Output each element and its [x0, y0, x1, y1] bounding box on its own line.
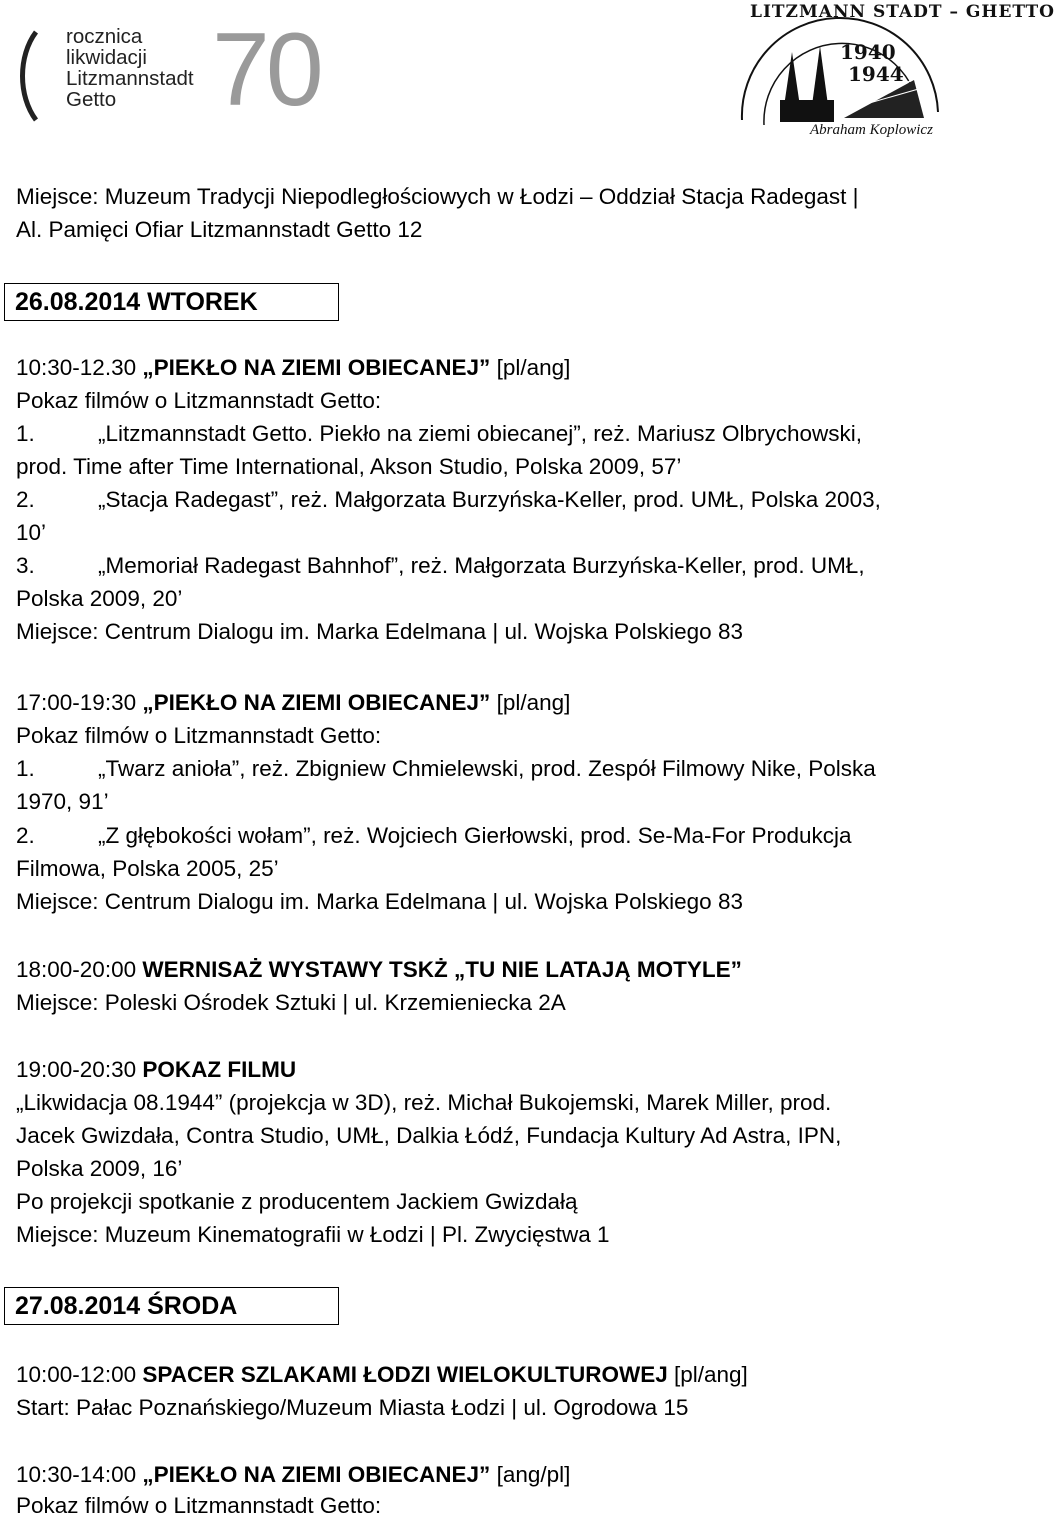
event-title: POKAZ FILMU [142, 1057, 297, 1082]
logo-line-4: Getto [66, 88, 117, 111]
film-line-continued: 10’ [16, 520, 47, 545]
event-subtitle: Pokaz filmów o Litzmannstadt Getto: [16, 723, 382, 748]
logo-year-end: 1944 [848, 62, 904, 86]
film-number: 1. [16, 756, 35, 781]
event-language: [pl/ang] [490, 690, 571, 715]
event-venue: Miejsce: Muzeum Kinematografii w Łodzi | Pl. Zwycięstwa 1 [16, 1222, 610, 1247]
event-heading [16, 1361, 748, 1389]
film-number: 3. [16, 553, 35, 578]
event-time: 18:00-20:00 [16, 957, 143, 982]
film-line-continued: 1970, 91’ [16, 789, 109, 814]
intro-venue-line-1: Miejsce: Muzeum Tradycji Niepodległościowych w Łodzi – Oddział Stacja Radegast | [16, 184, 859, 209]
event-title: „PIEKŁO NA ZIEMI OBIECANEJ” [142, 690, 491, 715]
event-title: WERNISAŻ WYSTAWY TSKŻ „TU NIE LATAJĄ MOTYLE” [142, 957, 742, 982]
event-venue: Miejsce: Poleski Ośrodek Sztuki | ul. Krzemieniecka 2A [16, 990, 566, 1015]
film-number: 2. [16, 487, 35, 512]
logo-line-3: Litzmannstadt [66, 67, 194, 90]
date-box-day2 [4, 1287, 339, 1325]
logo-author: Abraham Koplowicz [810, 122, 933, 138]
event-description: Jacek Gwizdała, Contra Studio, UMŁ, Dalkia Łódź, Fundacja Kultury Ad Astra, IPN, [16, 1123, 842, 1148]
event-heading [16, 956, 742, 984]
event-subtitle: Pokaz filmów o Litzmannstadt Getto: [16, 1493, 382, 1518]
ghetto-logo [724, 0, 1055, 145]
event-note: Po projekcji spotkanie z producentem Jackiem Gwizdałą [16, 1189, 578, 1214]
film-line: „Z głębokości wołam”, reż. Wojciech Gierłowski, prod. Se-Ma-For Produkcja [98, 823, 852, 848]
film-item [16, 822, 852, 850]
event-heading [16, 1461, 570, 1489]
event-time: 17:00-19:30 [16, 690, 143, 715]
film-line: „Memoriał Radegast Bahnhof”, reż. Małgorzata Burzyńska-Keller, prod. UMŁ, [98, 553, 865, 578]
date-box-day1 [4, 283, 339, 321]
event-title: „PIEKŁO NA ZIEMI OBIECANEJ” [142, 1462, 491, 1487]
film-item [16, 420, 862, 448]
event-heading [16, 354, 570, 382]
event-time: 19:00-20:30 [16, 1057, 143, 1082]
film-line: „Litzmannstadt Getto. Piekło na ziemi obiecanej”, reż. Mariusz Olbrychowski, [98, 421, 863, 446]
event-time: 10:30-12.30 [16, 355, 143, 380]
event-language: [pl/ang] [490, 355, 571, 380]
film-line-continued: Filmowa, Polska 2005, 25’ [16, 856, 279, 881]
event-heading [16, 1056, 296, 1084]
film-item [16, 552, 865, 580]
logo-arc-text: LITZMANN STADT – GHETTO [750, 2, 1055, 22]
anniversary-logo [14, 12, 334, 128]
film-number: 1. [16, 421, 35, 446]
event-title: „PIEKŁO NA ZIEMI OBIECANEJ” [142, 355, 491, 380]
date-heading: 26.08.2014 WTOREK [15, 288, 258, 316]
event-title: SPACER SZLAKAMI ŁODZI WIELOKULTUROWEJ [142, 1362, 668, 1387]
logo-line-1: rocznica [66, 25, 143, 48]
event-description: „Likwidacja 08.1944” (projekcja w 3D), reż. Michał Bukojemski, Marek Miller, prod. [16, 1090, 832, 1115]
event-start: Start: Pałac Poznańskiego/Muzeum Miasta Łodzi | ul. Ogrodowa 15 [16, 1395, 689, 1420]
film-item [16, 486, 881, 514]
event-time: 10:30-14:00 [16, 1462, 143, 1487]
intro-venue-line-2: Al. Pamięci Ofiar Litzmannstadt Getto 12 [16, 217, 423, 242]
date-heading: 27.08.2014 ŚRODA [15, 1292, 238, 1320]
event-language: [ang/pl] [490, 1462, 571, 1487]
event-time: 10:00-12:00 [16, 1362, 143, 1387]
film-line-continued: Polska 2009, 20’ [16, 586, 183, 611]
film-number: 2. [16, 823, 35, 848]
event-venue: Miejsce: Centrum Dialogu im. Marka Edelmana | ul. Wojska Polskiego 83 [16, 889, 743, 914]
event-heading [16, 689, 570, 717]
event-language: [pl/ang] [667, 1362, 748, 1387]
logo-number: 70 [212, 12, 320, 128]
film-line: „Stacja Radegast”, reż. Małgorzata Burzyńska-Keller, prod. UMŁ, Polska 2003, [98, 487, 881, 512]
film-item [16, 755, 876, 783]
film-line-continued: prod. Time after Time International, Akson Studio, Polska 2009, 57’ [16, 454, 682, 479]
event-description: Polska 2009, 16’ [16, 1156, 183, 1181]
event-subtitle: Pokaz filmów o Litzmannstadt Getto: [16, 388, 382, 413]
logo-line-2: likwidacji [66, 46, 147, 69]
logo-year-start: 1940 [840, 40, 896, 64]
film-line: „Twarz anioła”, reż. Zbigniew Chmielewski, prod. Zespół Filmowy Nike, Polska [98, 756, 876, 781]
event-venue: Miejsce: Centrum Dialogu im. Marka Edelmana | ul. Wojska Polskiego 83 [16, 619, 743, 644]
